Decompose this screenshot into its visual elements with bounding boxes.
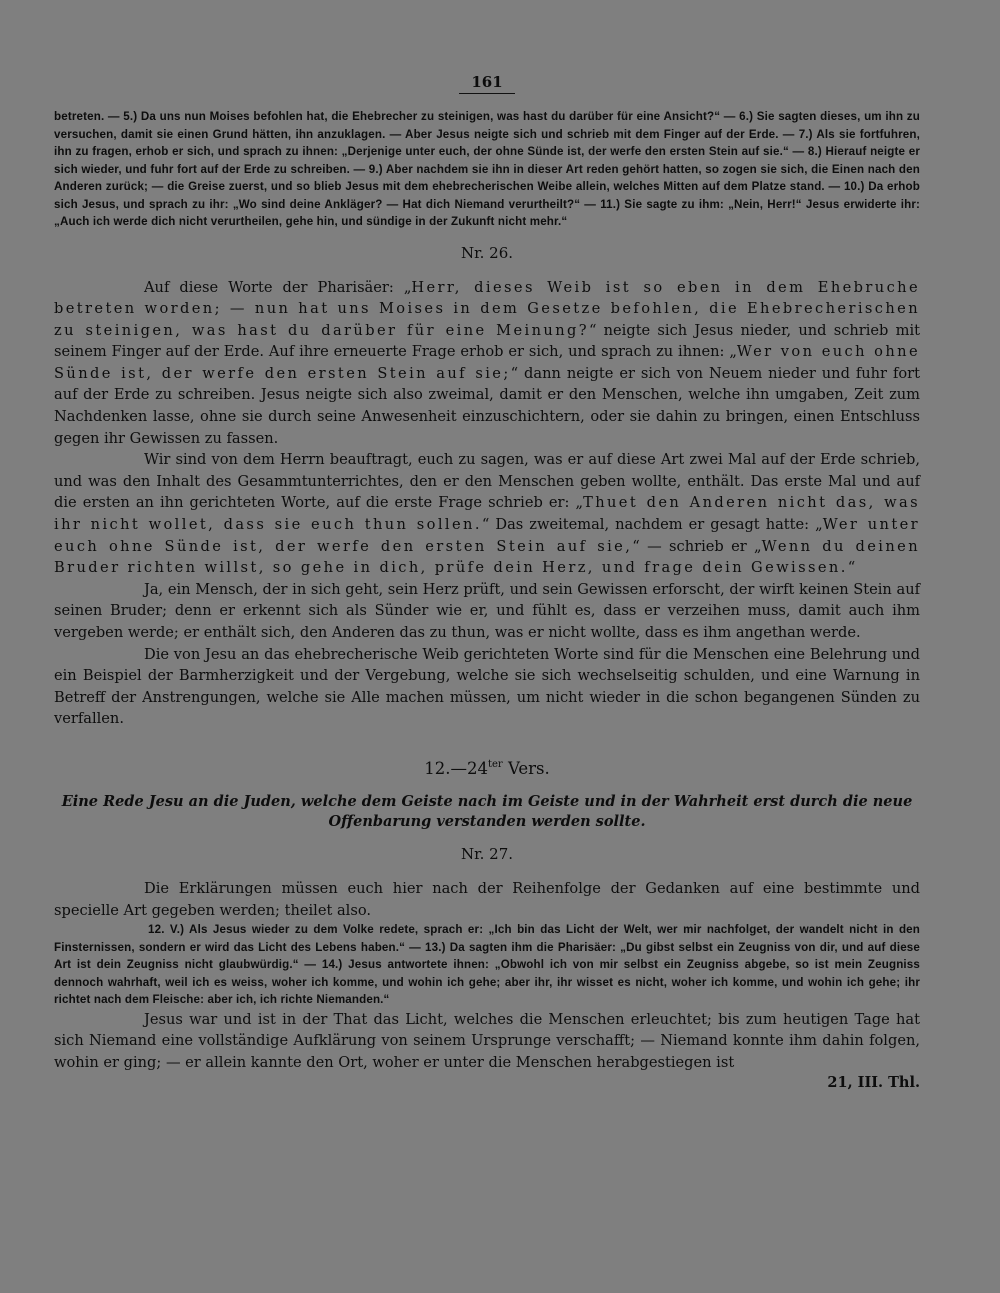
footnote-top: betreten. — 5.) Da uns nun Moises befohlen hat, die Ehebrecher zu steinigen, was hast du darüber für eine Ansicht?“ — 6.) Sie sagten dieses, um ihn zu versuchen, damit sie einen Grund hätten, ihn anzuklagen. — Aber Jesus neigte sich und schrieb mit dem Finger auf der Erde. — 7.) Als sie fortfuhren, ihn zu fragen, erhob er sich, und sprach zu ihnen: „Derjenige unter euch, der ohne Sünde ist, der werfe den ersten Stein auf sie.“ — 8.) Hierauf neigte er sich wieder, und fuhr fort auf der Erde zu schreiben. — 9.) Aber nachdem sie ihn in dieser Art reden gehört hatten, so zogen sie sich, die Einen nach den Anderen zurück; — die Greise zuerst, und so blieb Jesus mit dem ehebrecherischen Weibe allein, welches Mitten auf dem Platze stand. — 10.) Da erhob sich Jesus, und sprach zu ihr: „Wo sind deine Ankläger? — Hat dich Niemand verurtheilt?“ — 11.) Sie sagte zu ihm: „Nein, Herr!“ Jesus erwiderte ihr: „Auch ich werde dich nicht verurtheilen, gehe hin, und sündige in der Zukunft nicht mehr.“: [54, 110, 920, 228]
section-heading-nr27: Nr. 27.: [460, 844, 514, 863]
paragraph-2: [54, 449, 920, 579]
page-number: 161: [459, 72, 515, 94]
text-run: “ neigte sich Jesus nieder, und schrieb mit seinem Finger auf der Erde. Auf ihre erneuerte Frage erhob er sich, und sprach zu ihnen: „: [54, 321, 920, 361]
footnote-verse: 12. V.) Als Jesus wieder zu dem Volke redete, sprach er: „Ich bin das Licht der Welt, wer mir nachfolget, der wandelt nicht in den Finsternissen, sondern er wird das Licht des Lebens haben.“ — 13.) Da sagten ihm die Pharisäer: „Du gibst selbst ein Zeugniss von dir, und auf diese Art ist dein Zeugniss nicht glaubwürdig.“ — 14.) Jesus antwortete ihnen: „Obwohl ich von mir selbst ein Zeugniss abgebe, so ist mein Zeugniss dennoch wahrhaft, weil ich es weiss, woher ich komme, und wohin ich gehe; aber ihr, ihr wisset es nicht, woher ich komme, und wohin ich gehe; ihr richtet nach dem Fleische: aber ich, ich richte Niemanden.“: [54, 923, 920, 1007]
section-heading-nr26: Nr. 26.: [460, 243, 514, 262]
paragraph-4: Die von Jesu an das ehebrecherische Weib gerichteten Worte sind für die Menschen eine Belehrung und ein Beispiel der Barmherzigkeit und der Vergebung, welche sie sich wechselseitig schulden, und eine Warnung in Betreff der Anstrengungen, welche sie Alle machen müssen, um nicht wieder in die schon begangenen Sünden zu verfallen.: [54, 645, 920, 728]
paragraph-3: Ja, ein Mensch, der in sich geht, sein Herz prüft, und sein Gewissen erforscht, der wirft keinen Stein auf seinen Bruder; denn er erkennt sich als Sünder wie er, und fühlt es, dass er verzeihen muss, damit auch ihm vergeben werde; er enthält sich, den Anderen das zu thun, was er nicht wollte, dass es ihm angethan werde.: [54, 580, 920, 641]
spaced-quote: Wenn du deinen Bruder richten willst, so gehe in dich, prüfe dein Herz, und frage dein Gewissen.: [54, 537, 920, 577]
document-page: [54, 72, 920, 1093]
verse-ordinal-suffix: ter: [488, 758, 503, 770]
paragraph-6: Jesus war und ist in der That das Licht, welches die Menschen erleuchtet; bis zum heutigen Tage hat sich Niemand eine vollständige Aufklärung von seinem Ursprunge verschafft; — Niemand konnte ihm dahin folgen, wohin er ging; — er allein kannte den Ort, woher er unter die Menschen herabgestiegen ist: [54, 1010, 920, 1071]
spaced-quote: Wer von euch ohne Sünde ist, der werfe den ersten Stein auf sie;: [54, 343, 920, 382]
paragraph-1: [54, 277, 920, 450]
text-run: “: [847, 559, 856, 577]
chapter-subtitle: Eine Rede Jesu an die Juden, welche dem Geiste nach im Geiste und in der Wahrheit erst durch die neue Offenbarung verstanden werden sollte.: [61, 792, 913, 830]
paragraph-5: Die Erklärungen müssen euch hier nach der Reihenfolge der Gedanken auf eine bestimmte und specielle Art gegeben werden; theilet also.: [54, 879, 920, 919]
text-run: “ dann neigte er sich von Neuem nieder und fuhr fort auf der Erde zu schreiben. Jesus neigte sich also zweimal, damit er den Menschen, welche ihn umgaben, Zeit zum Nachdenken lasse, ohne sie durch seine Anwesenheit einzuschichtern, oder sie dahin zu bringen, einen Entschluss gegen ihr Gewissen zu fassen.: [54, 364, 921, 447]
verse-heading: [54, 754, 920, 780]
text-run: Auf diese Worte der Pharisäer: „: [144, 278, 412, 296]
signature-mark: 21, III. Thl.: [827, 1074, 920, 1092]
verse-number: 12.—24: [424, 758, 488, 778]
verse-label: Vers.: [502, 758, 550, 778]
spaced-quote: Herr, dieses Weib ist so eben in dem Ehebruche betreten worden; — nun hat uns Moises in dem Gesetze befohlen, die Ehebrecherischen zu steinigen, was hast du darüber für eine Meinung?: [54, 278, 920, 339]
spaced-quote: Wer unter euch ohne Sünde ist, der werfe den ersten Stein auf sie,: [54, 516, 921, 555]
text-run: Wir sind von dem Herrn beauftragt, euch zu sagen, was er auf diese Art zwei Mal auf der Erde schrieb, und was den Inhalt des Gesammtunterrichtes, den er den Menschen geben wollte, enthält. Das erste Mal und auf die ersten an ihn gerichteten Worte, auf die erste Frage schrieb er: „: [54, 451, 920, 512]
text-run: “ — schrieb er „: [632, 537, 762, 555]
text-run: “ Das zweitemal, nachdem er gesagt hatte: „: [481, 516, 823, 534]
spaced-quote: Thuet den Anderen nicht das, was ihr nicht wollet, dass sie euch thun sollen.: [54, 494, 920, 534]
